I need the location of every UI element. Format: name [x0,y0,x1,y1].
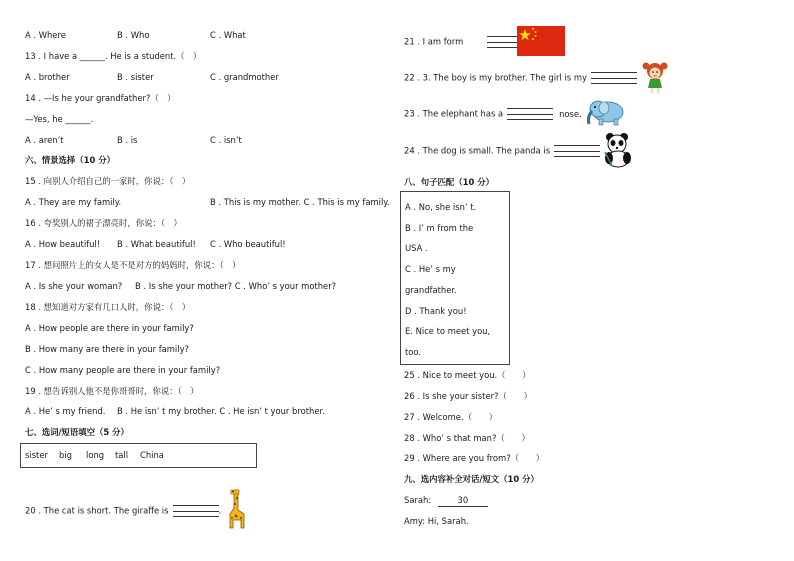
q23-text: 23 . The elephant has a [404,108,504,119]
q12-options [25,30,246,41]
answer-blank[interactable] [591,72,637,84]
match-line: USA . [405,243,428,253]
question-29: 29 . Where are you from?（ ） [404,453,545,463]
speaker-label: Sarah: [404,495,432,505]
option: A . They are my family. [25,197,122,207]
question-17: 17 . 想问照片上的女人是不是对方的妈妈时，你说：（ ） [25,260,241,270]
match-line: B . I’ m from the [405,223,474,233]
match-line: D . Thank you! [405,306,467,316]
option: A . He’ s my friend. [25,406,106,416]
answer-blank-30[interactable] [438,495,488,507]
q20-text: 20 . The cat is short. The giraffe is [25,505,169,516]
q23-text-end: nose. [559,108,582,119]
q14-options [25,135,242,146]
option: B . He isn’ t my brother. C . He isn’ t your brother. [117,406,325,416]
option: A . Is she your woman? [25,281,123,291]
question-14: 14 . —Is he your grandfather?（ ） [25,93,176,103]
option: A . brother [25,72,70,82]
q24-text: 24 . The dog is small. The panda is [404,145,551,156]
match-line: C . He’ s my [405,264,456,274]
question-15: 15 . 向别人介绍自己的一家时，你说：（ ） [25,176,191,186]
option: C . What [210,30,246,40]
word-bank-item: China [140,450,164,460]
q16-options [25,239,286,250]
word-bank-item: big [59,450,72,460]
option: B . Is she your mother? C . Who’ s your mother? [135,281,337,291]
match-line: E. Nice to meet you, [405,326,491,336]
question-13: 13 . I have a ______. He is a student.（ ） [25,51,202,61]
option: A . Where [25,30,66,40]
question-26: 26 . Is she your sister?（ ） [404,391,532,401]
question-28: 28 . Who’ s that man?（ ） [404,433,530,443]
question-19: 19 . 想告诉别人他不是你哥哥时，你说：（ ） [25,386,199,396]
question-27: 27 . Welcome.（ ） [404,412,498,422]
blank-number: 30 [457,495,469,505]
answer-blank[interactable] [173,505,219,517]
word-bank-item: sister [25,450,48,460]
option: C . isn’t [210,135,242,145]
match-line: too. [405,347,422,357]
q21-text: 21 . I am form [404,36,464,47]
q14-reply: —Yes, he ______. [25,114,94,124]
section-7-title: 七、选词/短语填空（5 分） [25,427,129,437]
matching-box [400,191,510,365]
option: C . Who beautiful! [210,239,286,249]
word-bank-box [20,443,257,468]
q13-options [25,72,279,83]
question-22 [404,72,637,84]
question-24 [404,145,600,157]
q18-option-c: C . How many people are there in your family? [25,365,221,375]
option: B . is [117,135,138,145]
question-18: 18 . 想知道对方家有几口人时，你说：（ ） [25,302,191,312]
q17-options [25,281,337,292]
dialogue-amy: Amy: Hi, Sarah. [404,516,469,526]
q15-options [25,197,390,208]
girl-icon [641,60,669,94]
question-21 [404,36,533,48]
option: B . This is my mother. C . This is my family. [210,197,390,207]
question-20: 20 . The cat is short. The giraffe is . [25,505,222,516]
section-6-title: 六、情景选择（10 分） [25,155,115,165]
giraffe-icon [220,488,248,531]
question-23 [404,108,582,120]
q19-options [25,406,325,417]
option: A . How beautiful! [25,239,101,249]
option: B . Who [117,30,150,40]
china-flag-icon [517,26,565,56]
question-25: 25 . Nice to meet you.（ ） [404,370,531,380]
option: B . sister [117,72,154,82]
answer-blank[interactable] [507,108,553,120]
answer-blank[interactable] [554,145,600,157]
word-bank-item: tall [115,450,129,460]
match-line: A . No, she isn’ t. [405,202,477,212]
word-bank-item: long [86,450,105,460]
option: A . aren’t [25,135,64,145]
section-9-title: 九、选内容补全对话/短文（10 分） [404,474,539,484]
panda-icon [602,132,634,168]
q18-option-b: B . How many are there in your family? [25,344,189,354]
elephant-icon [584,97,626,127]
section-8-title: 八、句子匹配（10 分） [404,177,494,187]
dialogue-sarah [404,495,488,507]
option: C . grandmother [210,72,279,82]
question-16: 16 . 夸奖别人的裙子漂亮时，你说：（ ） [25,218,182,228]
q18-option-a: A . How people are there in your family? [25,323,194,333]
q22-text: 22 . 3. The boy is my brother. The girl is my [404,72,587,83]
match-line: grandfather. [405,285,457,295]
option: B . What beautiful! [117,239,196,249]
